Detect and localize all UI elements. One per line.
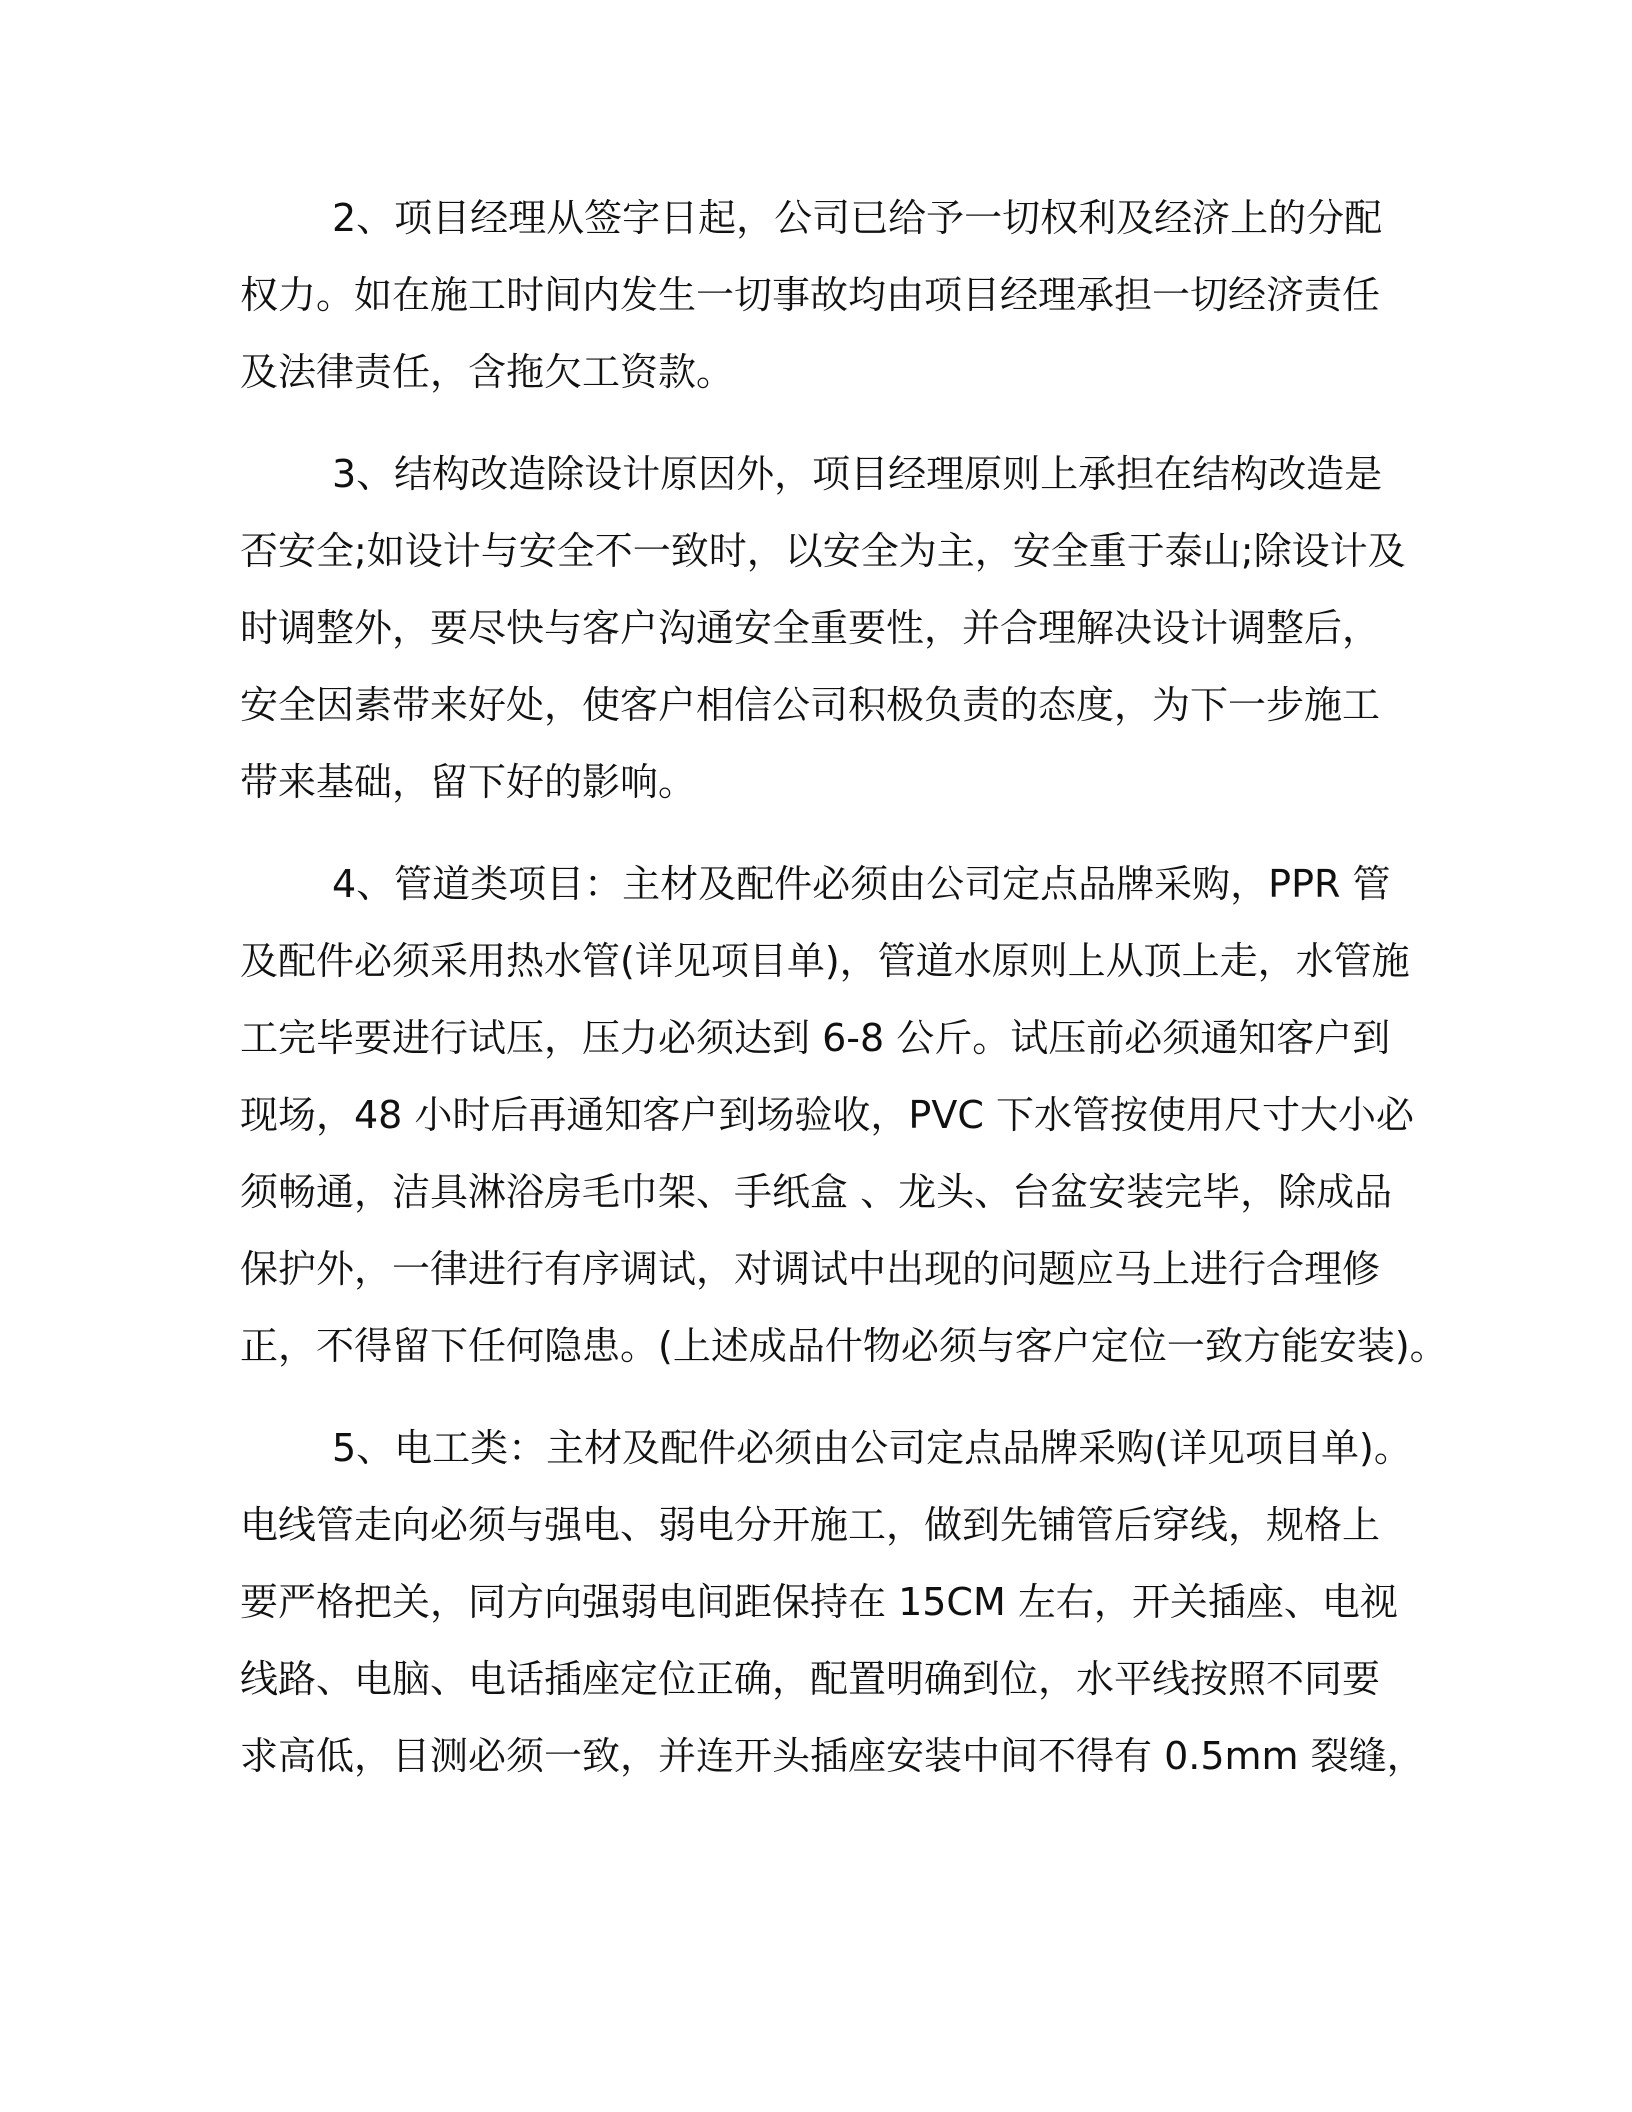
text-line: 正，不得留下任何隐患。(上述成品什物必须与客户定位一致方能安装)。 (240, 1324, 1448, 1368)
text-line: 权力。如在施工时间内发生一切事故均由项目经理承担一切经济责任 (240, 273, 1381, 317)
paragraph-item-2 (240, 180, 1410, 411)
text-line: 线路、电脑、电话插座定位正确，配置明确到位，水平线按照不同要 (240, 1657, 1381, 1701)
paragraph-item-4 (240, 846, 1448, 1385)
text-line: 须畅通，洁具淋浴房毛巾架、手纸盒 、龙头、台盆安装完毕，除成品 (240, 1170, 1393, 1214)
text-line: 否安全;如设计与安全不一致时，以安全为主，安全重于泰山;除设计及 (240, 529, 1406, 573)
text-line: 工完毕要进行试压，压力必须达到 6-8 公斤。试压前必须通知客户到 (240, 1016, 1391, 1060)
text-line: 现场，48 小时后再通知客户到场验收，PVC 下水管按使用尺寸大小必 (240, 1093, 1414, 1137)
text-line: 保护外，一律进行有序调试，对调试中出现的问题应马上进行合理修 (240, 1247, 1381, 1291)
text-line: 3、结构改造除设计原因外，项目经理原则上承担在结构改造是 (332, 452, 1383, 496)
paragraph-item-5 (240, 1410, 1425, 1795)
document-body (240, 180, 1448, 1795)
text-line: 5、电工类：主材及配件必须由公司定点品牌采购(详见项目单)。 (332, 1426, 1412, 1470)
text-line: 及配件必须采用热水管(详见项目单)，管道水原则上从顶上走，水管施 (240, 939, 1410, 983)
text-line: 及法律责任，含拖欠工资款。 (240, 350, 735, 394)
text-line: 2、项目经理从签字日起，公司已给予一切权利及经济上的分配 (332, 196, 1383, 240)
text-line: 要严格把关，同方向强弱电间距保持在 15CM 左右，开关插座、电视 (240, 1580, 1398, 1624)
paragraph-item-3 (240, 436, 1410, 821)
text-line: 安全因素带来好处，使客户相信公司积极负责的态度，为下一步施工 (240, 683, 1381, 727)
text-line: 电线管走向必须与强电、弱电分开施工，做到先铺管后穿线，规格上 (240, 1503, 1381, 1547)
text-line: 带来基础，留下好的影响。 (240, 760, 697, 804)
text-line: 4、管道类项目：主材及配件必须由公司定点品牌采购，PPR 管 (332, 862, 1391, 906)
text-line: 时调整外，要尽快与客户沟通安全重要性，并合理解决设计调整后， (240, 606, 1381, 650)
text-line: 求高低，目测必须一致，并连开头插座安装中间不得有 0.5mm 裂缝， (240, 1734, 1425, 1778)
paragraph-gap (240, 1385, 1410, 1410)
paragraph-gap (240, 821, 1410, 846)
paragraph-gap (240, 411, 1410, 436)
